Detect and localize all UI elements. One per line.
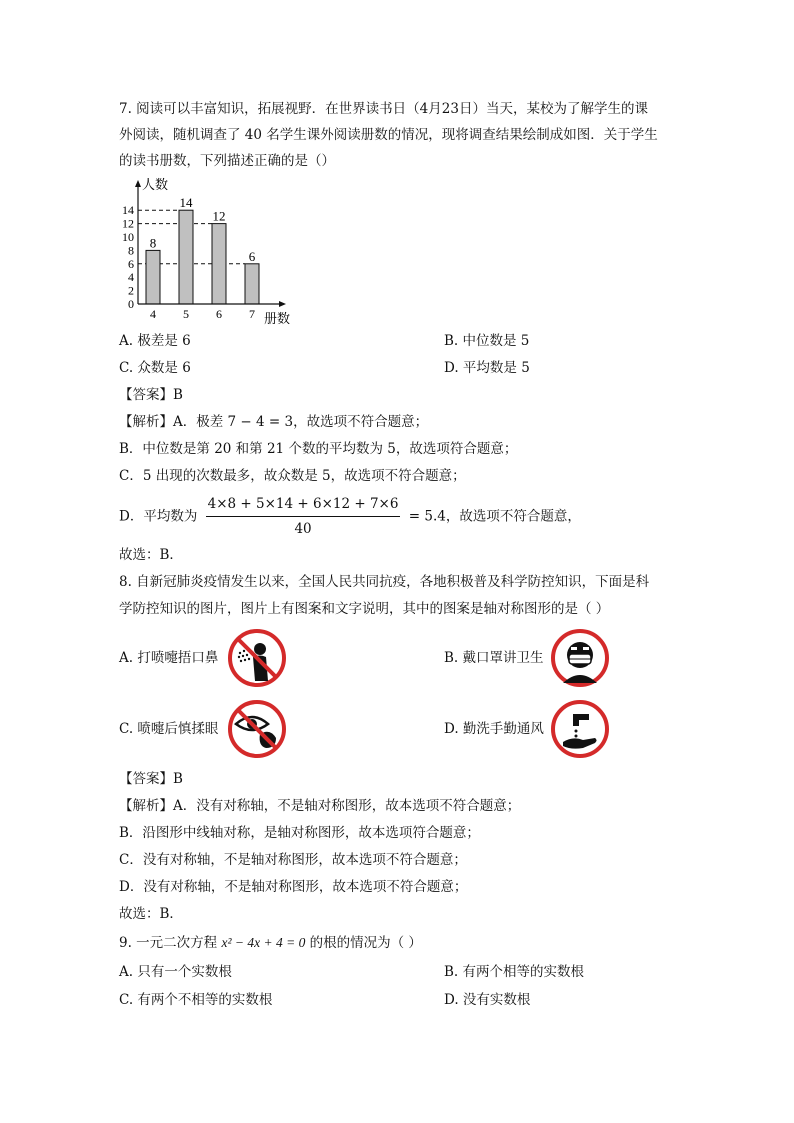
q8-option-b: B. 戴口罩讲卫生 bbox=[444, 650, 544, 666]
no-sneeze-icon bbox=[226, 627, 288, 689]
bar-chart bbox=[118, 174, 308, 326]
q7-analysis-d-suffix: = 5.4，故选项不符合题意， bbox=[408, 508, 581, 525]
q8-stem-line1: 8. 自新冠肺炎疫情发生以来，全国人民共同抗疫，各地积极普及科学防控知识，下面是科 bbox=[119, 574, 650, 590]
x-axis-label: 册数 bbox=[264, 312, 291, 326]
q8-analysis-b: B．沿图形中线轴对称，是轴对称图形，故本选项符合题意； bbox=[119, 825, 480, 841]
q7-analysis-d bbox=[119, 494, 581, 539]
q7-answer: 【答案】B bbox=[119, 387, 183, 403]
q8-option-d: D. 勤洗手勤通风 bbox=[444, 721, 544, 737]
q9-stem-prefix: 9. 一元二次方程 bbox=[119, 935, 222, 951]
bar-5 bbox=[179, 210, 193, 304]
q8-analysis-c: C．没有对称轴，不是轴对称图形，故本选项不符合题意； bbox=[119, 852, 467, 868]
bar-value-label: 8 bbox=[149, 235, 157, 251]
y-axis-arrow bbox=[135, 180, 141, 187]
bar-value-label: 14 bbox=[179, 195, 193, 211]
y-tick-label: 6 bbox=[128, 256, 134, 271]
q7-stem-line2: 外阅读，随机调查了 40 名学生课外阅读册数的情况，现将调查结果绘制成如图．关于学生 bbox=[119, 127, 658, 143]
x-tick-label: 4 bbox=[150, 307, 156, 321]
no-rubbing-eyes-icon bbox=[226, 698, 288, 760]
y-tick-label: 2 bbox=[128, 283, 134, 298]
q9-stem-suffix: 的根的情况为（ ） bbox=[305, 935, 422, 951]
y-tick-label: 10 bbox=[122, 230, 134, 244]
y-tick-label: 0 bbox=[128, 297, 134, 311]
x-axis-arrow bbox=[279, 301, 286, 307]
q7-analysis-a: 【解析】A．极差 7 − 4 = 3，故选项不符合题意； bbox=[119, 414, 429, 430]
q8-option-c: C. 喷嚏后慎揉眼 bbox=[119, 721, 219, 737]
q7-analysis-c: C．5 出现的次数最多，故众数是 5，故选项不符合题意； bbox=[119, 468, 466, 484]
bar-value-label: 12 bbox=[212, 208, 226, 224]
y-tick-label: 14 bbox=[122, 203, 134, 218]
q9-option-a: A. 只有一个实数根 bbox=[119, 964, 232, 980]
q8-analysis-d: D．没有对称轴，不是轴对称图形，故本选项不符合题意； bbox=[119, 879, 468, 895]
y-tick-label: 4 bbox=[128, 270, 134, 285]
q7-conclusion: 故选：B． bbox=[119, 547, 183, 563]
y-tick-label: 8 bbox=[128, 243, 134, 258]
bar-4 bbox=[146, 250, 160, 304]
q9-stem bbox=[119, 930, 422, 956]
q9-equation: x² − 4x + 4 = 0 bbox=[221, 935, 306, 950]
q7-option-d: D. 平均数是 5 bbox=[444, 360, 530, 376]
q9-option-d: D. 没有实数根 bbox=[444, 992, 531, 1008]
q8-conclusion: 故选：B． bbox=[119, 906, 183, 922]
q7-option-c: C. 众数是 6 bbox=[119, 360, 191, 376]
x-tick-label: 5 bbox=[183, 307, 189, 321]
mean-numerator: 4×8 + 5×14 + 6×12 + 7×6 bbox=[206, 494, 401, 517]
q7-stem-line3: 的读书册数，下列描述正确的是（） bbox=[119, 153, 335, 169]
q7-option-a: A. 极差是 6 bbox=[119, 333, 191, 349]
x-tick-label: 7 bbox=[249, 307, 255, 321]
q9-option-b: B. 有两个相等的实数根 bbox=[444, 964, 585, 980]
mean-denominator: 40 bbox=[294, 521, 312, 537]
y-axis-label: 人数 bbox=[142, 178, 169, 193]
q7-analysis-d-prefix: D．平均数为 bbox=[119, 508, 198, 525]
mean-fraction bbox=[206, 494, 401, 539]
hand-washing-icon bbox=[549, 698, 611, 760]
q8-stem-line2: 学防控知识的图片，图片上有图案和文字说明，其中的图案是轴对称图形的是（ ） bbox=[119, 601, 610, 617]
q7-analysis-b: B．中位数是第 20 和第 21 个数的平均数为 5，故选项符合题意； bbox=[119, 441, 518, 457]
q8-analysis-a: 【解析】A．没有对称轴，不是轴对称图形，故本选项不符合题意； bbox=[119, 798, 521, 814]
bar-value-label: 6 bbox=[248, 248, 256, 264]
face-mask-icon bbox=[549, 627, 611, 689]
q8-option-a: A. 打喷嚏捂口鼻 bbox=[119, 650, 219, 666]
q7-stem-line1: 7. 阅读可以丰富知识，拓展视野．在世界读书日（4月23日）当天，某校为了解学生的课 bbox=[119, 101, 648, 117]
bar-6 bbox=[212, 224, 226, 304]
y-tick-label: 12 bbox=[122, 216, 134, 231]
q7-option-b: B. 中位数是 5 bbox=[444, 333, 530, 349]
bar-7 bbox=[245, 264, 259, 304]
q9-option-c: C. 有两个不相等的实数根 bbox=[119, 992, 273, 1008]
x-tick-label: 6 bbox=[216, 307, 222, 321]
q8-answer: 【答案】B bbox=[119, 771, 183, 787]
